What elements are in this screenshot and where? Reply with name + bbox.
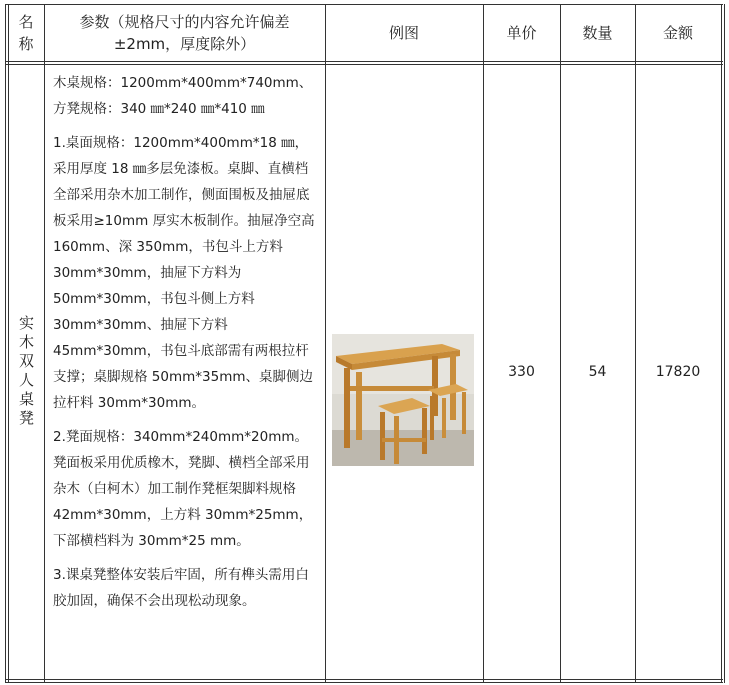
table-border-right-b [724,4,725,683]
header-name [8,5,44,61]
header-amount-text: 金额 [662,24,693,42]
column-divider [560,4,561,683]
param-paragraph: 2.凳面规格：340mm*240mm*20mm。凳面板采用优质橡木，凳脚、横档全部采用杂木（白柯木）加工制作凳框架脚料规格 42mm*30mm，上方料 30mm*25mm，下部横档料为 30mm*25 mm。 [53,429,313,549]
header-params-text: 参数（规格尺寸的内容允许偏差±2mm，厚度除外） [79,13,290,53]
unit-price-value: 330 [508,363,535,380]
column-divider [325,4,326,683]
cell-name [8,64,44,679]
cell-quantity [560,64,635,679]
header-params [44,5,325,61]
header-image [325,5,483,61]
param-paragraph: 木桌规格：1200mm*400mm*740mm、方凳规格：340 ㎜*240 ㎜*410 ㎜ [53,75,313,117]
table-border-top [5,4,723,5]
column-divider [44,4,45,683]
quantity-value: 54 [588,363,607,380]
table-border-bottom-b [5,682,723,683]
table-border-left-a [5,4,6,683]
column-divider [635,4,636,683]
product-name: 实木双人桌凳 [17,314,35,429]
param-paragraph: 1.桌面规格：1200mm*400mm*18 ㎜，采用厚度 18 ㎜多层免漆板。桌脚、直横档全部采用杂木加工制作，侧面围板及抽屉底板采用≥10mm 厚实木板制作。抽屉净空高 160mm、深 350mm，书包斗上方料 30mm*30mm，抽屉下方料为 50mm*30mm，书包斗侧上方料 30mm*30mm、抽屉下方料 45mm*30mm，书包斗底部需有两根拉杆支撑；桌脚规格 50mm*35mm、桌脚侧边拉杆料 30mm*30mm。 [53,135,315,411]
cell-image [325,64,483,679]
header-unit-price [483,5,560,61]
header-quantity [560,5,635,61]
table-border-header-b [5,64,723,65]
table-border-bottom-a [5,679,723,680]
header-unit-price-text: 单价 [506,24,537,42]
table-border-right-a [721,4,722,683]
param-paragraph: 3.课桌凳整体安装后牢固，所有榫头需用白胶加固，确保不会出现松动现象。 [53,567,309,609]
table-border-left-b [8,4,9,683]
product-photo [332,334,474,466]
header-image-text: 例图 [388,24,419,42]
header-amount [635,5,721,61]
column-divider [483,4,484,683]
cell-unit-price [483,64,560,679]
table-border-header-a [5,61,723,62]
cell-params [44,70,325,670]
cell-amount [635,64,721,679]
header-quantity-text: 数量 [582,24,613,42]
header-name-text: 名称 [18,13,34,53]
amount-value: 17820 [655,363,701,380]
